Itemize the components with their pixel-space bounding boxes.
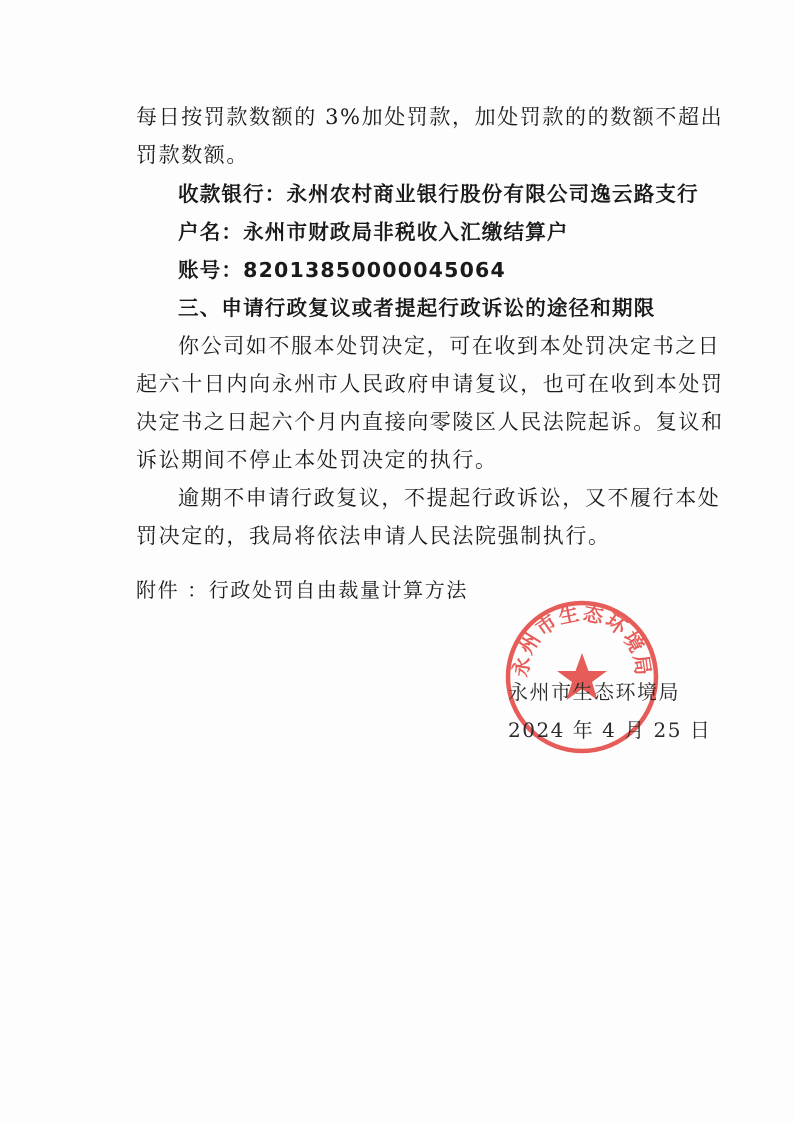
- attachment-line: 附件 ：行政处罚自由裁量计算方法: [136, 578, 468, 602]
- text-line: 决定书之日起六个月内直接向零陵区人民法院起诉。复议和: [136, 410, 724, 434]
- section-heading: 三、申请行政复议或者提起行政诉讼的途径和期限: [178, 296, 656, 320]
- bank-line: 收款银行：永州农村商业银行股份有限公司逸云路支行: [178, 182, 699, 206]
- account-number-line: 账号：82013850000045064: [178, 258, 506, 282]
- issuer-name: 永州市生态环境局: [508, 680, 680, 704]
- text-line: 每日按罚款数额的 3%加处罚款，加处罚款的的数额不超出: [136, 105, 724, 129]
- issue-date: 2024 年 4 月 25 日: [508, 718, 712, 742]
- svg-text:永州市生态环境局: 永州市生态环境局: [508, 600, 656, 679]
- text-line: 逾期不申请行政复议，不提起行政诉讼，又不履行本处: [178, 486, 721, 510]
- text-line: 罚决定的，我局将依法申请人民法院强制执行。: [136, 524, 611, 548]
- text-line: 起六十日内向永州市人民政府申请复议，也可在收到本处罚: [136, 372, 724, 396]
- text-line: 你公司如不服本处罚决定，可在收到本处罚决定书之日: [178, 334, 721, 358]
- text-line: 诉讼期间不停止本处罚决定的执行。: [136, 448, 498, 472]
- text-line: 罚款数额。: [136, 143, 249, 167]
- account-name-line: 户名：永州市财政局非税收入汇缴结算户: [178, 220, 569, 244]
